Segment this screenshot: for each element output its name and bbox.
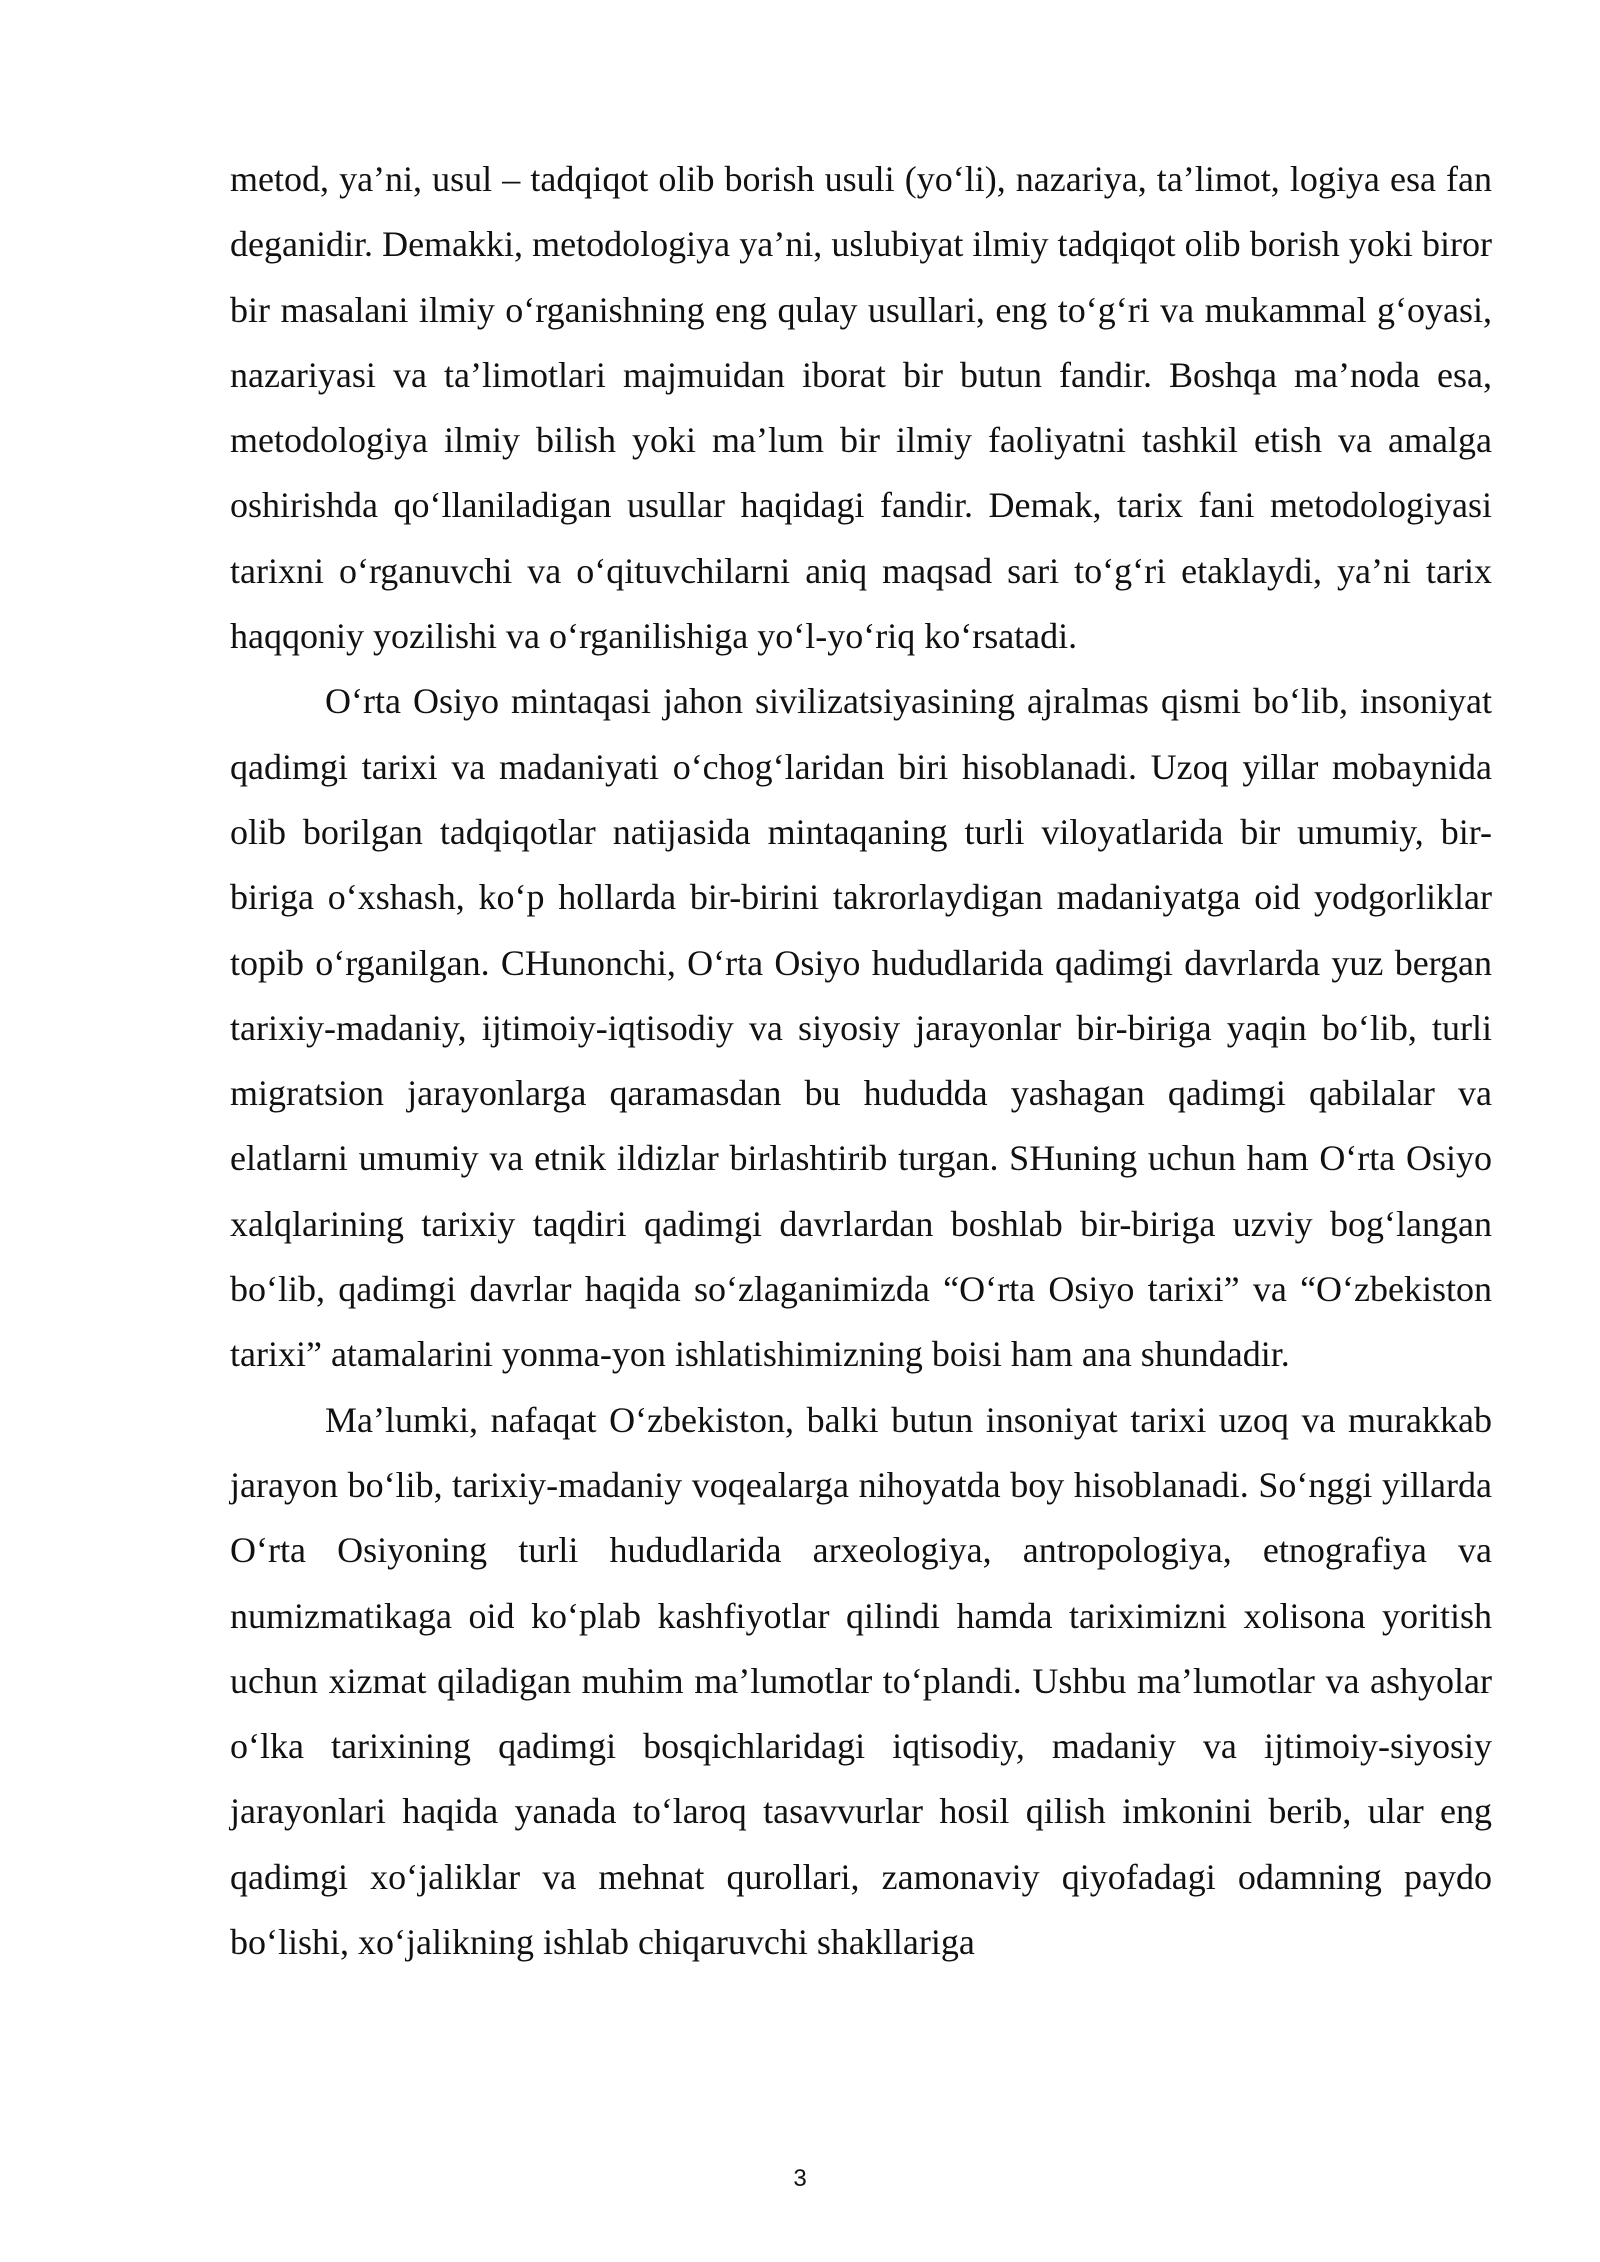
paragraph-2: O‘rta Osiyo mintaqasi jahon sivilizatsiyasining ajralmas qismi bo‘lib, insoniyat qadimgi tarixi va madaniyati o‘chog‘laridan biri hisoblanadi. Uzoq yillar mobaynida olib borilgan tadqiqotlar natijasida mintaqaning turli viloyatlarida bir umumiy, bir-biriga o‘xshash, ko‘p hollarda bir-birini takrorlaydigan madaniyatga oid yodgorliklar topib o‘rganilgan. CHunonchi, O‘rta Osiyo hududlarida qadimgi davrlarda yuz bergan tarixiy-madaniy, ijtimoiy-iqtisodiy va siyosiy jarayonlar bir-biriga yaqin bo‘lib, turli migratsion jarayonlarga qaramasdan bu hududda yashagan qadimgi qabilalar va elatlarni umumiy va etnik ildizlar birlashtirib turgan. SHuning uchun ham O‘rta Osiyo xalqlarining tarixiy taqdiri qadimgi davrlardan boshlab bir-biriga uzviy bog‘langan bo‘lib, qadimgi davrlar haqida so‘zlaganimizda “O‘rta Osiyo tarixi” va “O‘zbekiston tarixi” atamalarini yonma-yon ishlatishimizning boisi ham ana shundadir. [230, 681, 1492, 1375]
body-text [230, 147, 1492, 1975]
page-number: 3 [793, 2165, 807, 2192]
paragraph-3: Ma’lumki, nafaqat O‘zbekiston, balki butun insoniyat tarixi uzoq va murakkab jarayon bo‘lib, tarixiy-madaniy voqealarga nihoyatda boy hisoblanadi. So‘nggi yillarda O‘rta Osiyoning turli hududlarida arxeologiya, antropologiya, etnografiya va numizmatikaga oid ko‘plab kashfiyotlar qilindi hamda tariximizni xolisona yoritish uchun xizmat qiladigan muhim ma’lumotlar to‘plandi. Ushbu ma’lumotlar va ashyolar o‘lka tarixining qadimgi bosqichlaridagi iqtisodiy, madaniy va ijtimoiy-siyosiy jarayonlari haqida yanada to‘laroq tasavvurlar hosil qilish imkonini berib, ular eng qadimgi xo‘jaliklar va mehnat qurollari, zamonaviy qiyofadagi odamning paydo bo‘lishi, xo‘jalikning ishlab chiqaruvchi shakllariga [230, 1399, 1492, 1963]
paragraph-1: metod, ya’ni, usul – tadqiqot olib borish usuli (yo‘li), nazariya, ta’limot, logiya esa fan deganidir. Demakki, metodologiya ya’ni, uslubiyat ilmiy tadqiqot olib borish yoki biror bir masalani ilmiy o‘rganishning eng qulay usullari, eng to‘g‘ri va mukammal g‘oyasi, nazariyasi va ta’limotlari majmuidan iborat bir butun fandir. Boshqa ma’noda esa, metodologiya ilmiy bilish yoki ma’lum bir ilmiy faoliyatni tashkil etish va amalga oshirishda qo‘llaniladigan usullar haqidagi fandir. Demak, tarix fani metodologiyasi tarixni o‘rganuvchi va o‘qituvchilarni aniq maqsad sari to‘g‘ri etaklaydi, ya’ni tarix haqqoniy yozilishi va o‘rganilishiga yo‘l-yo‘riq ko‘rsatadi. [230, 159, 1492, 657]
